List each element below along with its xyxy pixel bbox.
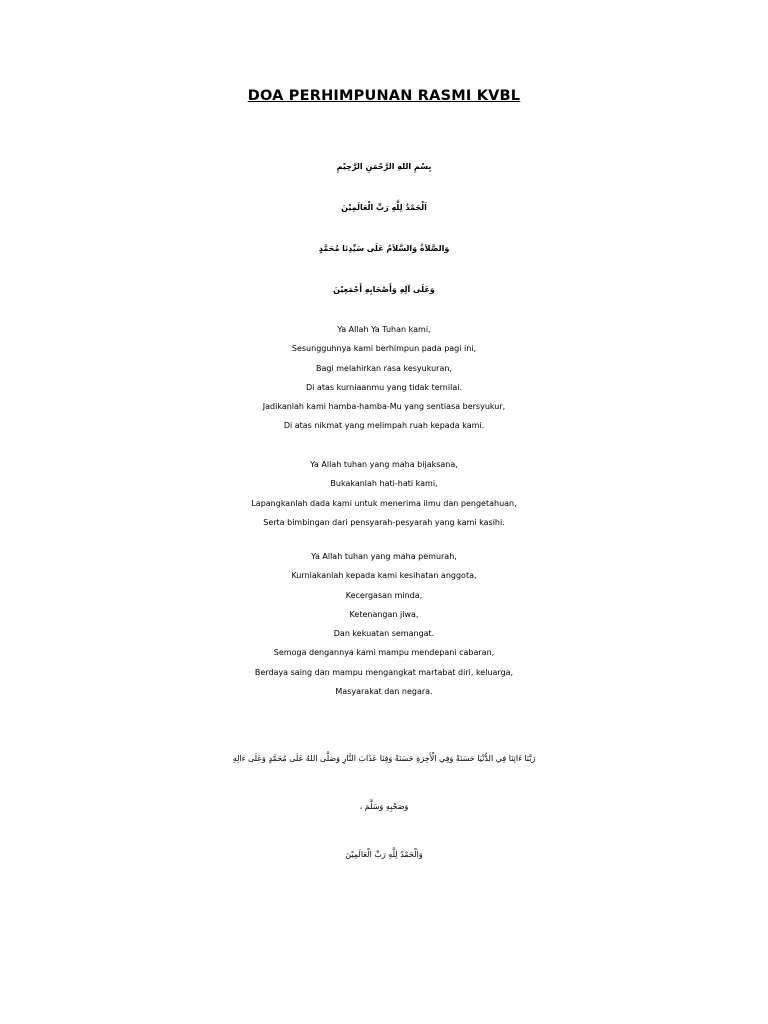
stanza-2 (0, 455, 768, 532)
stanza-line: Serta bimbingan dari pensyarah-pesyarah yang kami kasihi. (263, 517, 505, 527)
stanza-line: Masyarakat dan negara. (335, 687, 433, 697)
stanza-line: Bagi melahirkan rasa kesyukuran, (316, 363, 452, 373)
stanza-1 (0, 320, 768, 436)
stanza-line: Kurniakanlah kepada kami kesihatan anggota, (291, 571, 477, 581)
stanza-line: Sesungguhnya kami berhimpun pada pagi ini, (291, 344, 477, 354)
arabic-opening (0, 146, 768, 310)
arabic-opening-line: وَالصَّلاَةُ وَالسَّلاَمُ عَلَى سَيِّدِنَا مُحَمَّدٍ (318, 244, 450, 253)
stanza-line: Di atas kurniaanmu yang tidak ternilai. (306, 382, 462, 392)
stanza-line: Ya Allah tuhan yang maha bijaksana, (310, 460, 458, 469)
arabic-opening-line: وَعَلَى آلِهِ وَأَصْحَابِهِ أَجْمَعِيْنَ (333, 285, 435, 294)
stanza-3 (0, 547, 768, 701)
stanza-line: Jadikanlah kami hamba-hamba-Mu yang sentiasa bersyukur, (262, 402, 506, 412)
stanza-line: Bukakanlah hati-hati kami, (330, 479, 438, 489)
arabic-opening-line: اَلْحَمْدُ لِلَّهِ رَبِّ الْعَالَمِيْنَ (341, 203, 427, 212)
arabic-closing-line: رَبَّنَا ءَاتِنَا فِي الدُّنْيَا حَسَنَةً وَفِي الْأَخِرَةِ حَسَنَةً وَقِنَا عَذَابَ النَّارِ وَصَلَّى اللهُ عَلَى مُحَمَّدٍ وَعَلَى ءَالِهِ (232, 754, 536, 763)
stanza-line: Lapangkanlah dada kami untuk menerima ilmu dan pengetahuan, (251, 498, 517, 508)
stanza-line: Ketenangan jiwa, (349, 609, 419, 619)
arabic-opening-line: بِسْمِ اللهِ الرَّحْمَنِ الرَّحِيْمِ (336, 162, 432, 171)
stanza-line: Di atas nikmat yang melimpah ruah kepada kami. (283, 421, 485, 431)
stanza-line: Kecergasan minda, (345, 590, 423, 600)
arabic-closing (0, 735, 768, 879)
document-title: DOA PERHIMPUNAN RASMI KVBL (247, 88, 521, 104)
stanza-line: Ya Allah tuhan yang maha pemurah, (311, 552, 457, 561)
arabic-closing-line: وَصَحْبِهِ وَسَلَّمَ ، (359, 802, 409, 811)
stanza-line: Berdaya saing dan mampu mengangkat martabat diri, keluarga, (254, 667, 514, 677)
stanza-line: Ya Allah Ya Tuhan kami, (337, 325, 431, 334)
stanza-line: Dan kekuatan semangat. (333, 629, 435, 639)
arabic-closing-line: وَالْحَمْدُ لِلَّهِ رَبِّ الْعَالَمِيْنَ (345, 850, 423, 859)
stanza-line: Semoga dengannya kami mampu mendepani cabaran, (273, 648, 495, 658)
